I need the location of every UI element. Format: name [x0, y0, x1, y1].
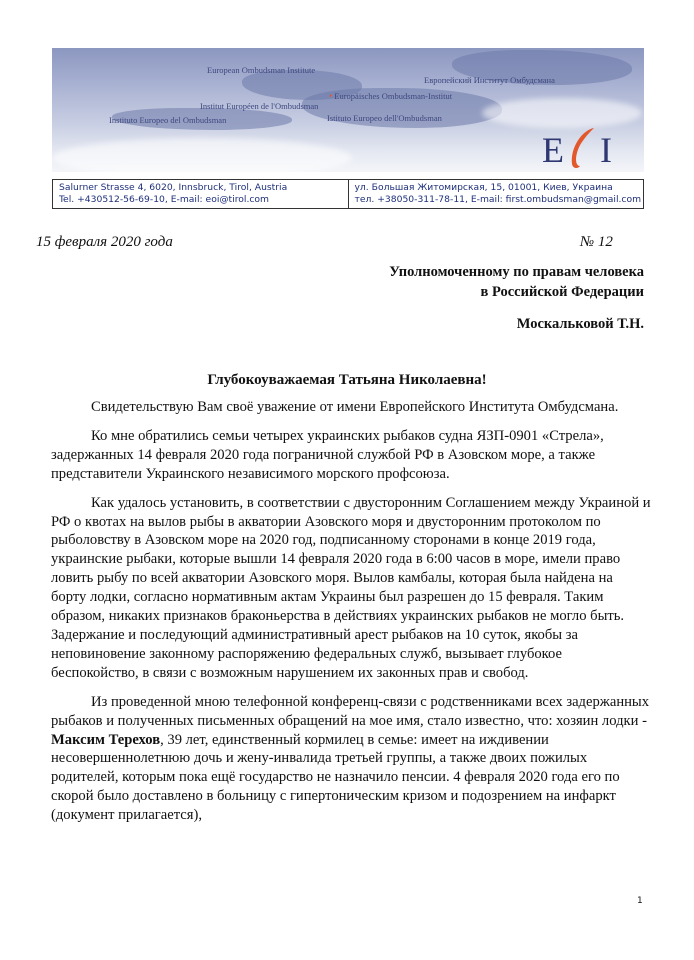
recipient-title	[389, 262, 644, 302]
address-austria-line1: Salurner Strasse 4, 6020, Innsbruck, Tirol, Austria	[59, 182, 288, 193]
banner-name-es: Instituto Europeo del Ombudsman	[109, 115, 227, 125]
banner-name-de-wrap	[329, 91, 452, 101]
address-table	[52, 179, 644, 209]
paragraph: Свидетельствую Вам своё уважение от имени Европейского Института Омбудсмана.	[91, 399, 619, 415]
letter-date: 15 февраля 2020 года	[36, 234, 173, 250]
banner-name-en: European Ombudsman Institute	[207, 65, 316, 75]
salutation: Глубокоуважаемая Татьяна Николаевна!	[207, 372, 487, 388]
address-austria	[53, 180, 348, 208]
address-austria-line2: Tel. +430512-56-69-10, E-mail: eoi@tirol.com	[59, 194, 270, 205]
letter-body	[51, 398, 651, 835]
banner-name-fr: Institut Européen de l'Ombudsman	[200, 101, 319, 111]
recipient-line1: Уполномоченному по правам человека	[389, 264, 644, 280]
recipient-line2: в Российской Федерации	[480, 284, 644, 300]
recipient-name: Москальковой Т.Н.	[516, 316, 644, 332]
banner-name-ru: Европейский Институт Омбудсмана	[424, 75, 555, 85]
logo-letter-i: I	[600, 130, 612, 170]
address-ukraine-line2: тел. +38050-311-78-11, E-mail: first.ombudsman@gmail.com	[354, 194, 642, 205]
page-number: 1	[637, 896, 643, 906]
paragraph: Как удалось установить, в соответствии с двусторонним Соглашением между Украиной и РФ о квотах на вылов рыбы в акватории Азовского моря и двусторонним протоколом по рыболовству в Азовском море на 2020 год, подписанному сторонами в конце 2019 года, украинские рыбаки, которые вышли 14 февраля 2020 года в 6:00 часов в море, имели право ловить рыбу по всей акватории Азовского моря. Вылов камбалы, которая была найдена на борту лодки, согласно нормативным актам Украины был разрешен до 15 февраля. Таким образом, никаких признаков браконьерства в действиях украинских рыбаков не могло быть. Задержание и последующий административный арест рыбаков на 10 суток, якобы за неповиновение законному распоряжению федеральных служб, вызывает глубокое беспокойство, в связи с возможным нарушением их законных прав и свобод.	[51, 494, 651, 681]
paragraph	[51, 693, 651, 825]
address-ukraine-line1: ул. Большая Житомирская, 15, 01001, Киев, Украина	[354, 182, 613, 193]
cloud-shape	[52, 138, 352, 172]
cloud-shape	[482, 98, 642, 128]
address-ukraine	[348, 180, 644, 208]
letterhead-banner	[52, 48, 644, 172]
paragraph-text: Из проведенной мною телефонной конференц-связи с родственниками всех задержанных рыбаков и полученных письменных обращений на мое имя, стало известно, что: хозяин лодки -	[51, 693, 650, 729]
banner-name-de: Europäisches Ombudsman-Institut	[334, 91, 453, 101]
paragraph-text: , 39 лет, единственный кормилец в семье: имеет на иждивении несовершеннолетнюю дочь и жену-инвалида третьей группы, а также двоих пожилых родителей, которым пока ещё государство не назначило пенсии. 4 февраля 2020 года его по скорой было доставлено в больницу с гипертоническим кризом и подозрением на инфаркт (документ прилагается),	[51, 731, 620, 824]
letter-number: № 12	[580, 234, 613, 250]
eoi-logo	[542, 128, 638, 170]
banner-name-it: Istituto Europeo dell'Ombudsman	[327, 113, 442, 123]
logo-letter-e: E	[542, 130, 564, 170]
logo-swoosh-icon	[564, 126, 600, 170]
bullet-dot-icon: •	[329, 91, 333, 101]
person-name: Максим Терехов	[51, 731, 161, 748]
paragraph: Ко мне обратились семьи четырех украинских рыбаков судна ЯЗП-0901 «Стрела», задержанных 14 февраля 2020 года пограничной службой РФ в Азовском море, а также представители Украинского независимого морского профсоюза.	[51, 427, 604, 482]
